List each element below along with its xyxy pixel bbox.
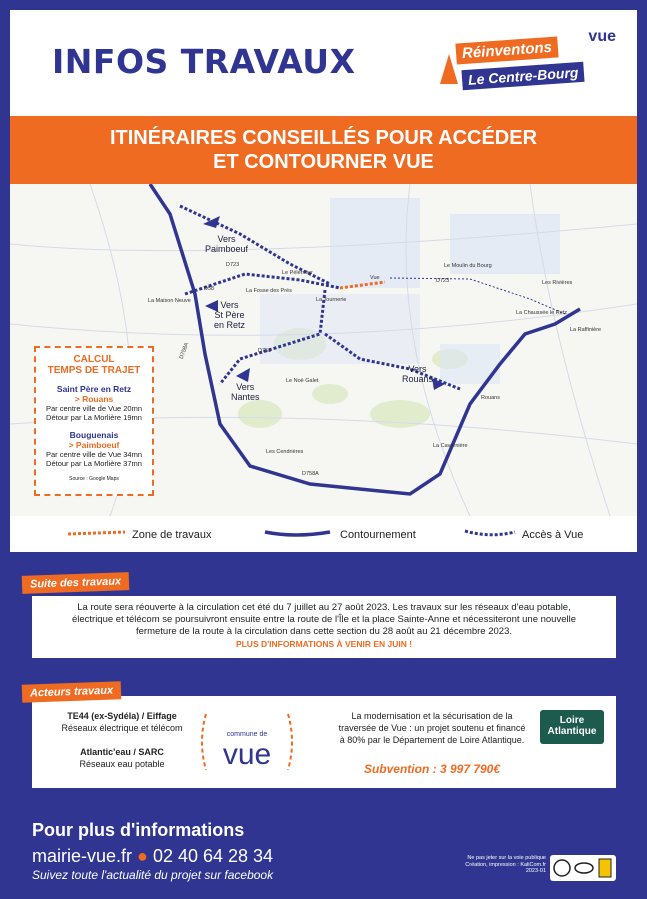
brand-line2: Le Centre-Bourg (461, 62, 585, 90)
travel-time-box (34, 346, 154, 496)
suite-text1: La route sera réouverte à la circulation cet été du 7 juillet au 27 août 2023. Les travaux sur les réseaux d'eau potable, (77, 602, 571, 613)
place-label: Rouans (481, 395, 500, 401)
loire-atlantique-logo (540, 710, 604, 744)
acteurs-box (32, 696, 616, 788)
calc-title2: TEMPS DE TRAJET (47, 365, 141, 376)
calc-title1: CALCUL (73, 354, 115, 365)
suite-more: PLUS D'INFORMATIONS À VENIR EN JUIN ! (235, 639, 413, 649)
calc-source: Source : Google Maps (69, 476, 119, 482)
label-vers-nantes: Vers Nantes (231, 382, 260, 402)
eco-label-icon (550, 855, 616, 881)
calc-route1-b: Détour par La Morlière 19mn (46, 413, 142, 422)
footnote2: Création, impression : KaliCom.fr (465, 861, 546, 868)
acteurs-list (42, 710, 202, 770)
banner-line2: ET CONTOURNER VUE (213, 151, 434, 173)
itinerary-banner (10, 116, 637, 184)
project-text3: à 80% par le Département de Loire Atlantique. (339, 735, 525, 745)
place-label: La Tournerie (316, 297, 347, 303)
calc-route1-to: > Rouans (74, 394, 114, 404)
footer-phone[interactable]: 02 40 64 28 34 (152, 846, 274, 866)
place-label: Les Rivières (542, 280, 573, 286)
acteur2-role: Réseaux eau potable (79, 759, 165, 769)
page-title: INFOS TRAVAUX (52, 42, 356, 81)
label-vers-rouans: Vers Rouans (402, 364, 434, 384)
brand-logo (440, 28, 620, 103)
acteur1-role: Réseaux électrique et télécom (61, 723, 183, 733)
project-text (332, 710, 532, 746)
subvention: Subvention : 3 997 790€ (363, 762, 501, 776)
commune-vue-logo (192, 704, 302, 780)
bullet-icon: ● (137, 846, 148, 866)
road-label: D723 (436, 278, 450, 284)
place-label: Les Cendrières (266, 449, 304, 455)
footnote3: 2023-01 (525, 868, 546, 874)
place-label: La Raffinière (570, 327, 602, 333)
logo-big: vue (222, 738, 272, 771)
legend-acces: Accès à Vue (522, 529, 584, 541)
calc-route2-b: Détour par La Morlière 37mn (46, 459, 142, 468)
road-label: D758A (178, 342, 191, 360)
suite-text2: électrique et télécom se poursuivront ensuite entre la route de l'Île et la place Sainte-Anne et nécessiteront une nouvelle (71, 614, 577, 625)
footer-facebook: Suivez toute l'actualité du projet sur facebook (32, 868, 274, 882)
suite-tag: Suite des travaux (22, 572, 130, 594)
acteur1: TE44 (ex-Sydéla) / Eiffage (67, 711, 177, 721)
suite-text3: fermeture de la route à la circulation dans cette section du 28 août au 21 décembre 2023. (135, 626, 512, 637)
calc-route2-to: > Paimboeuf (68, 440, 120, 450)
place-label: La Chaussée le Retz (516, 310, 568, 316)
road-label: D723 (226, 262, 240, 268)
place-label: Le Moulin du Bourg (444, 263, 492, 269)
traffic-cone-icon (440, 54, 458, 84)
place-label: Le Pélerinier (282, 270, 313, 276)
road-label: D758 (258, 348, 272, 354)
logo-small: commune de (226, 731, 268, 738)
eco-badges (550, 855, 616, 881)
footer-site[interactable]: mairie-vue.fr (32, 846, 133, 866)
project-text2: traversée de Vue : un projet soutenu et financé (338, 723, 526, 733)
place-label: La Fosse des Prés (246, 288, 292, 294)
acteur2: Atlantic'eau / SARC (80, 747, 164, 757)
brand-vue: vue (588, 28, 616, 45)
footnote (436, 855, 546, 875)
acteurs-tag: Acteurs travaux (22, 681, 122, 702)
road-label: D58 (204, 286, 215, 292)
legend-contournement: Contournement (340, 529, 416, 541)
calc-route1-from: Saint Père en Retz (56, 384, 132, 394)
la-line1: Loire (559, 715, 585, 726)
calc-route2-from: Bouguenais (69, 430, 119, 440)
project-text1: La modernisation et la sécurisation de la (351, 711, 513, 721)
legend-labels (10, 516, 637, 552)
label-vers-paimboeuf: Vers Paimboeuf (205, 234, 249, 254)
place-label: La Cavernière (433, 443, 468, 449)
label-vers-stpere: Vers St Père en Retz (214, 300, 246, 330)
place-label: Vue (370, 275, 380, 281)
footnote1: Ne pas jeter sur la voie publique (467, 855, 546, 861)
place-label: La Maison Neuve (148, 298, 191, 304)
footer-heading: Pour plus d'informations (32, 820, 245, 840)
road-label: D758A (302, 471, 319, 477)
calc-route1-a: Par centre ville de Vue 20mn (45, 404, 143, 413)
calc-route2-a: Par centre ville de Vue 34mn (45, 450, 143, 459)
la-line2: Atlantique (547, 726, 597, 737)
suite-box (32, 596, 616, 658)
place-label: Le Noë Galet (286, 378, 319, 384)
banner-line1: ITINÉRAIRES CONSEILLÉS POUR ACCÉDER (109, 127, 538, 149)
footer-contact (32, 846, 273, 867)
brand-line1: Réinventons (455, 36, 558, 64)
legend-zone: Zone de travaux (132, 529, 212, 541)
